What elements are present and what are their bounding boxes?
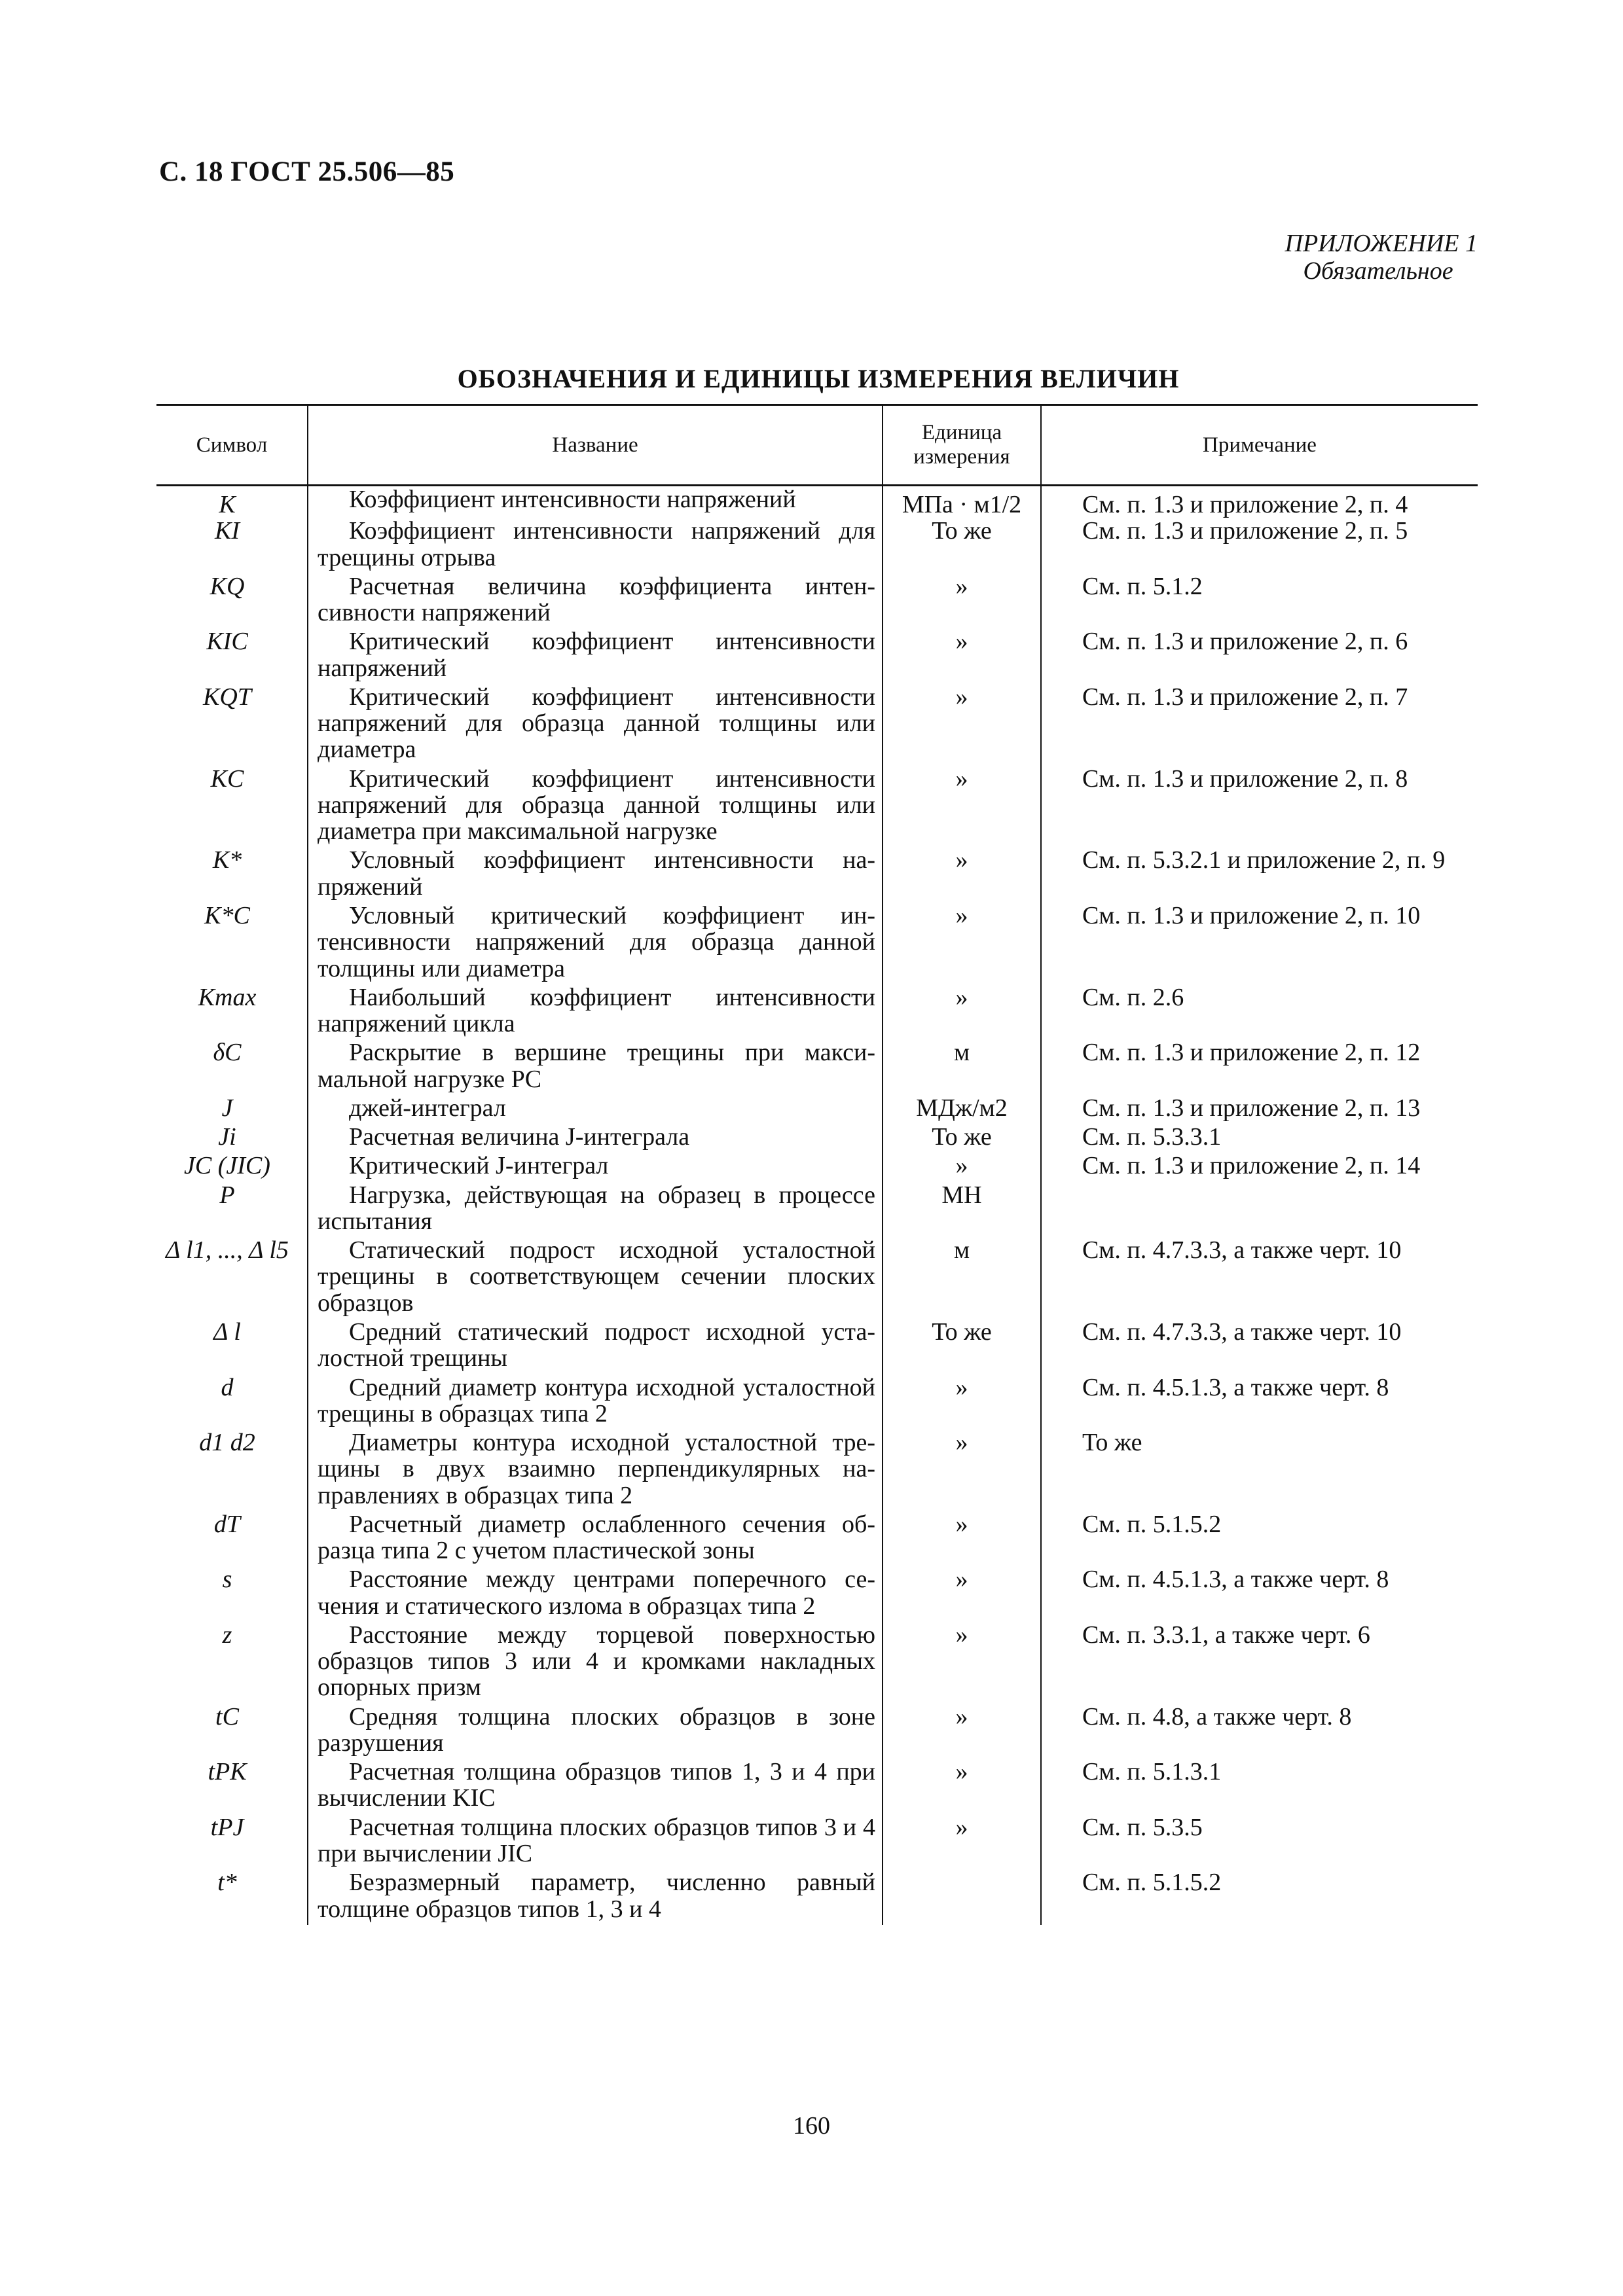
- note-cell: [1041, 847, 1478, 903]
- table-row: [156, 1704, 1478, 1759]
- symbol-cell: Kmax: [198, 983, 257, 1011]
- symbol-cell: P: [219, 1181, 235, 1209]
- note-text: См. п. 3.3.1, а также черт. 6: [1082, 1621, 1370, 1649]
- name-text: Условный коэффициент интенсивности напряжений: [318, 846, 875, 901]
- unit-cell: »: [883, 1429, 1041, 1511]
- note-cell: [1041, 1124, 1478, 1153]
- table-row: [156, 1374, 1478, 1430]
- appendix-block: [1285, 230, 1478, 285]
- table-row: [156, 1511, 1478, 1567]
- symbol-cell: K*C: [204, 901, 250, 929]
- symbol-cell: Δ l1, ..., Δ l5: [166, 1236, 289, 1265]
- table-row: [156, 766, 1478, 848]
- table-row: [156, 1124, 1478, 1153]
- note-cell: [1041, 1039, 1478, 1095]
- name-cell: [308, 518, 883, 573]
- name-cell: [308, 1759, 883, 1814]
- symbol-cell: d: [221, 1373, 234, 1401]
- symbol-cell: K: [219, 491, 236, 518]
- note-text: См. п. 4.5.1.3, а также черт. 8: [1082, 1566, 1389, 1594]
- note-text: См. п. 5.1.2: [1082, 572, 1203, 600]
- name-text: Расстояние между центрами поперечного сечения и статического излома в образцах типа 2: [318, 1566, 875, 1620]
- table-row: [156, 1622, 1478, 1704]
- name-text: Условный критический коэффициент интенсивности напряжений для образца данной толщины или диаметра: [318, 901, 875, 982]
- symbol-cell: z: [222, 1621, 232, 1649]
- table-row: [156, 903, 1478, 984]
- table-row: [156, 1566, 1478, 1622]
- name-cell: [308, 1429, 883, 1511]
- note-text: См. п. 2.6: [1082, 983, 1184, 1011]
- symbol-cell: s: [222, 1566, 232, 1594]
- unit-cell: МДж/м2: [883, 1095, 1041, 1124]
- page-header: С. 18 ГОСТ 25.506—85: [159, 156, 455, 187]
- name-cell: [308, 1124, 883, 1153]
- name-text: Коэффициент интенсивности напряжений: [349, 486, 796, 513]
- note-cell: [1041, 1182, 1478, 1238]
- name-text: Раскрытие в вершине трещины при максимальной нагрузке PC: [318, 1039, 875, 1093]
- note-cell: [1041, 984, 1478, 1040]
- name-cell: [308, 628, 883, 684]
- name-cell: [308, 684, 883, 766]
- unit-cell: »: [883, 1566, 1041, 1622]
- note-text: См. п. 1.3 и приложение 2, п. 6: [1082, 628, 1408, 656]
- symbol-cell: J: [221, 1094, 233, 1122]
- unit-cell: м: [883, 1039, 1041, 1095]
- name-cell: [308, 1095, 883, 1124]
- name-text: Безразмерный параметр, численно равный толщине образцов типов 1, 3 и 4: [318, 1869, 875, 1923]
- note-cell: [1041, 573, 1478, 629]
- symbol-cell: d1 d2: [199, 1429, 255, 1457]
- unit-cell: МН: [883, 1182, 1041, 1238]
- appendix-label: ПРИЛОЖЕНИЕ 1: [1285, 230, 1478, 257]
- table-row: [156, 984, 1478, 1040]
- unit-cell: »: [883, 573, 1041, 629]
- note-cell: [1041, 1237, 1478, 1319]
- symbol-cell: JC (JIC): [184, 1152, 270, 1180]
- name-cell: [308, 984, 883, 1040]
- note-cell: [1041, 1319, 1478, 1374]
- note-cell: [1041, 518, 1478, 573]
- name-cell: [308, 1704, 883, 1759]
- name-text: Коэффициент интенсивности напряжений для трещины отрыва: [318, 517, 875, 571]
- name-cell: [308, 1153, 883, 1181]
- table-row: [156, 1759, 1478, 1814]
- note-text: См. п. 1.3 и приложение 2, п. 4: [1082, 491, 1408, 518]
- note-cell: [1041, 684, 1478, 766]
- note-cell: [1041, 1429, 1478, 1511]
- name-text: Нагрузка, действующая на образец в процессе испытания: [318, 1181, 875, 1235]
- note-text: См. п. 1.3 и приложение 2, п. 10: [1082, 901, 1421, 929]
- note-cell: [1041, 486, 1478, 518]
- symbol-cell: KC: [210, 764, 244, 793]
- note-cell: [1041, 1095, 1478, 1124]
- table-row: [156, 1814, 1478, 1870]
- name-text: Расчетная величина коэффициента интенсивности напряжений: [318, 572, 875, 627]
- appendix-status: Обязательное: [1303, 257, 1453, 285]
- table-row: [156, 1869, 1478, 1925]
- name-text: Диаметры контура исходной усталостной трещины в двух взаимно перпендикулярных направлениях в образцах типа 2: [318, 1429, 875, 1509]
- note-cell: [1041, 628, 1478, 684]
- table-row: [156, 628, 1478, 684]
- table-body: [156, 486, 1478, 1925]
- symbol-cell: tC: [215, 1702, 239, 1731]
- symbol-cell: Δ l: [213, 1318, 241, 1346]
- unit-cell: »: [883, 766, 1041, 848]
- note-text: См. п. 5.3.5: [1082, 1813, 1203, 1841]
- symbol-cell: K*: [212, 846, 242, 874]
- name-text: Критический J-интеграл: [349, 1152, 609, 1180]
- note-text: См. п. 4.8, а также черт. 8: [1082, 1702, 1352, 1731]
- symbol-cell: t*: [217, 1869, 237, 1897]
- table-header-row: [156, 405, 1478, 486]
- name-cell: [308, 1319, 883, 1374]
- symbol-cell: KQT: [203, 683, 251, 711]
- note-cell: [1041, 766, 1478, 848]
- table-row: [156, 1319, 1478, 1374]
- note-text: См. п. 4.5.1.3, а также черт. 8: [1082, 1373, 1389, 1401]
- name-cell: [308, 486, 883, 518]
- table-title: ОБОЗНАЧЕНИЯ И ЕДИНИЦЫ ИЗМЕРЕНИЯ ВЕЛИЧИН: [457, 364, 1180, 393]
- table-row: [156, 1182, 1478, 1238]
- unit-cell: »: [883, 628, 1041, 684]
- table-row: [156, 573, 1478, 629]
- unit-cell: »: [883, 1704, 1041, 1759]
- name-cell: [308, 847, 883, 903]
- name-cell: [308, 573, 883, 629]
- unit-cell: »: [883, 1622, 1041, 1704]
- name-cell: [308, 903, 883, 984]
- name-cell: [308, 1566, 883, 1622]
- note-cell: [1041, 1814, 1478, 1870]
- table-row: [156, 1039, 1478, 1095]
- table-row: [156, 1237, 1478, 1319]
- name-cell: [308, 1237, 883, 1319]
- name-cell: [308, 1182, 883, 1238]
- unit-cell: »: [883, 1814, 1041, 1870]
- table-row: [156, 1429, 1478, 1511]
- symbol-cell: KQ: [210, 572, 245, 600]
- symbol-cell: dT: [213, 1510, 241, 1538]
- name-cell: [308, 1511, 883, 1567]
- symbol-cell: tPK: [208, 1758, 247, 1786]
- note-text: См. п. 1.3 и приложение 2, п. 7: [1082, 683, 1408, 711]
- unit-cell: То же: [883, 1124, 1041, 1153]
- name-text: Критический коэффициент интенсивности напряжений для образца данной толщины или диаметра при максимальной нагрузке: [318, 764, 875, 846]
- note-text: См. п. 1.3 и приложение 2, п. 8: [1082, 764, 1408, 793]
- note-text: См. п. 5.3.2.1 и приложение 2, п. 9: [1082, 846, 1446, 874]
- table-row: [156, 1153, 1478, 1181]
- note-cell: [1041, 1374, 1478, 1430]
- note-cell: [1041, 1622, 1478, 1704]
- note-text: См. п. 1.3 и приложение 2, п. 5: [1082, 517, 1408, 545]
- name-cell: [308, 1622, 883, 1704]
- unit-cell: То же: [883, 518, 1041, 573]
- unit-cell: »: [883, 1511, 1041, 1567]
- name-text: Расстояние между торцевой поверхностью образцов типов 3 или 4 и кромками накладных опорных призм: [318, 1621, 875, 1702]
- name-cell: [308, 1814, 883, 1870]
- header-symbol: Символ: [156, 405, 308, 486]
- note-text: См. п. 5.3.3.1: [1082, 1123, 1222, 1151]
- name-text: Средняя толщина плоских образцов в зоне разрушения: [318, 1702, 875, 1757]
- table-row: [156, 684, 1478, 766]
- unit-cell: »: [883, 847, 1041, 903]
- note-text: См. п. 1.3 и приложение 2, п. 14: [1082, 1152, 1421, 1180]
- symbol-cell: KI: [215, 517, 240, 545]
- header-note: Примечание: [1041, 405, 1478, 486]
- name-text: джей-интеграл: [349, 1094, 506, 1122]
- name-text: Наибольший коэффициент интенсивности напряжений цикла: [318, 983, 875, 1038]
- symbol-cell: KIC: [206, 628, 248, 656]
- unit-cell: [883, 1869, 1041, 1925]
- note-text: См. п. 4.7.3.3, а также черт. 10: [1082, 1318, 1402, 1346]
- note-cell: [1041, 1566, 1478, 1622]
- name-text: Расчетная величина J-интеграла: [349, 1123, 690, 1151]
- table-row: [156, 518, 1478, 573]
- name-text: Критический коэффициент интенсивности напряжений: [318, 628, 875, 682]
- name-text: Статический подрост исходной усталостной трещины в соответствующем сечении плоских образцов: [318, 1236, 875, 1317]
- unit-cell: »: [883, 1153, 1041, 1181]
- header-unit: Единица измерения: [883, 405, 1041, 486]
- unit-cell: »: [883, 903, 1041, 984]
- table-row: [156, 486, 1478, 518]
- page-number: 160: [793, 2112, 830, 2140]
- unit-cell: »: [883, 984, 1041, 1040]
- name-cell: [308, 1039, 883, 1095]
- name-text: Расчетная толщина образцов типов 1, 3 и 4 при вычислении KIC: [318, 1758, 875, 1812]
- note-cell: [1041, 1704, 1478, 1759]
- designations-table: [156, 404, 1478, 1925]
- unit-cell: МПа · м1/2: [883, 486, 1041, 518]
- name-cell: [308, 1869, 883, 1925]
- symbol-cell: δC: [213, 1039, 242, 1067]
- note-cell: [1041, 1759, 1478, 1814]
- symbol-cell: tPJ: [210, 1813, 244, 1841]
- header-name: Название: [308, 405, 883, 486]
- unit-cell: м: [883, 1237, 1041, 1319]
- note-text: См. п. 4.7.3.3, а также черт. 10: [1082, 1236, 1402, 1265]
- unit-cell: »: [883, 1759, 1041, 1814]
- note-cell: [1041, 903, 1478, 984]
- unit-cell: »: [883, 684, 1041, 766]
- note-cell: [1041, 1153, 1478, 1181]
- symbol-cell: Ji: [218, 1123, 236, 1151]
- note-cell: [1041, 1869, 1478, 1925]
- note-text: См. п. 1.3 и приложение 2, п. 12: [1082, 1039, 1421, 1067]
- note-text: См. п. 5.1.3.1: [1082, 1758, 1222, 1786]
- name-text: Средний статический подрост исходной усталостной трещины: [318, 1318, 875, 1372]
- name-cell: [308, 1374, 883, 1430]
- note-cell: [1041, 1511, 1478, 1567]
- name-text: Средний диаметр контура исходной усталостной трещины в образцах типа 2: [318, 1373, 875, 1427]
- name-cell: [308, 766, 883, 848]
- table-row: [156, 1095, 1478, 1124]
- name-text: Критический коэффициент интенсивности напряжений для образца данной толщины или диаметра: [318, 683, 875, 764]
- unit-cell: »: [883, 1374, 1041, 1430]
- note-text: См. п. 5.1.5.2: [1082, 1869, 1222, 1897]
- unit-cell: То же: [883, 1319, 1041, 1374]
- table-row: [156, 847, 1478, 903]
- note-text: См. п. 1.3 и приложение 2, п. 13: [1082, 1094, 1421, 1122]
- note-text: То же: [1082, 1429, 1142, 1457]
- name-text: Расчетный диаметр ослабленного сечения образца типа 2 с учетом пластической зоны: [318, 1510, 875, 1565]
- note-text: См. п. 5.1.5.2: [1082, 1510, 1222, 1538]
- name-text: Расчетная толщина плоских образцов типов 3 и 4 при вычислении JIC: [318, 1813, 875, 1868]
